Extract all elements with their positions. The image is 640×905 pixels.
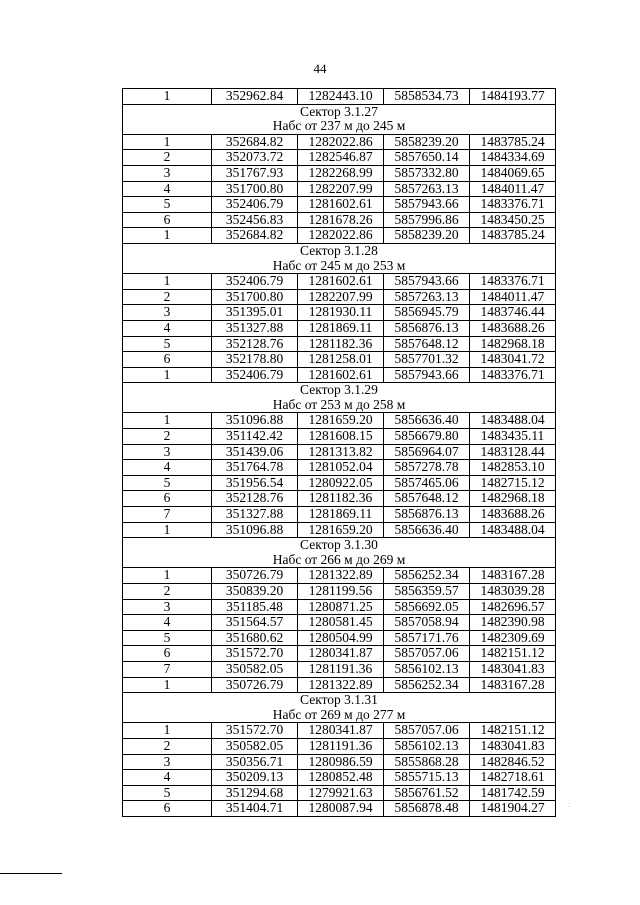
point-index-cell: 2 (123, 738, 212, 754)
table-row (123, 584, 556, 600)
x-local-cell: 352456.83 (212, 212, 298, 228)
table-row (123, 475, 556, 491)
table-row (123, 274, 556, 290)
table-row (123, 661, 556, 677)
table-row (123, 165, 556, 181)
x-local-cell: 351572.70 (212, 646, 298, 662)
y-msk-cell: 1483039.28 (470, 584, 556, 600)
x-local-cell: 351327.88 (212, 507, 298, 523)
y-local-cell: 1281602.61 (298, 274, 384, 290)
x-local-cell: 351572.70 (212, 723, 298, 739)
x-msk-cell: 5855715.13 (384, 770, 470, 786)
table-row (123, 507, 556, 523)
y-local-cell: 1282207.99 (298, 181, 384, 197)
table-row (123, 460, 556, 476)
table-row (123, 289, 556, 305)
y-msk-cell: 1483128.44 (470, 444, 556, 460)
point-index-cell: 5 (123, 475, 212, 491)
y-local-cell: 1280087.94 (298, 801, 384, 817)
x-local-cell: 351439.06 (212, 444, 298, 460)
x-msk-cell: 5856636.40 (384, 413, 470, 429)
point-index-cell: 1 (123, 522, 212, 538)
x-local-cell: 351564.57 (212, 615, 298, 631)
y-local-cell: 1280852.48 (298, 770, 384, 786)
y-local-cell: 1281608.15 (298, 429, 384, 445)
x-msk-cell: 5856252.34 (384, 677, 470, 693)
y-msk-cell: 1482846.52 (470, 754, 556, 770)
table-row (123, 150, 556, 166)
point-index-cell: 4 (123, 320, 212, 336)
y-msk-cell: 1481904.27 (470, 801, 556, 817)
y-local-cell: 1282022.86 (298, 228, 384, 244)
x-msk-cell: 5856252.34 (384, 568, 470, 584)
sector-title: Сектор 3.1.30 (123, 538, 556, 553)
point-index-cell: 5 (123, 785, 212, 801)
x-msk-cell: 5857057.06 (384, 723, 470, 739)
y-local-cell: 1281258.01 (298, 352, 384, 368)
x-msk-cell: 5855868.28 (384, 754, 470, 770)
x-msk-cell: 5856876.13 (384, 507, 470, 523)
x-msk-cell: 5856102.13 (384, 661, 470, 677)
x-local-cell: 351680.62 (212, 630, 298, 646)
x-msk-cell: 5856876.13 (384, 320, 470, 336)
table-row (123, 197, 556, 213)
x-msk-cell: 5856636.40 (384, 522, 470, 538)
x-msk-cell: 5857263.13 (384, 289, 470, 305)
table-row (123, 444, 556, 460)
x-local-cell: 350582.05 (212, 661, 298, 677)
table-row (123, 522, 556, 538)
table-row (123, 352, 556, 368)
table-row (123, 770, 556, 786)
point-index-cell: 1 (123, 568, 212, 584)
y-local-cell: 1281602.61 (298, 367, 384, 383)
y-msk-cell: 1484334.69 (470, 150, 556, 166)
y-msk-cell: 1482968.18 (470, 336, 556, 352)
x-msk-cell: 5857171.76 (384, 630, 470, 646)
sector-height-range: Набс от 269 м до 277 м (123, 708, 556, 723)
point-index-cell: 3 (123, 305, 212, 321)
point-index-cell: 4 (123, 460, 212, 476)
sector-height-row (123, 119, 556, 134)
y-msk-cell: 1483435.11 (470, 429, 556, 445)
y-msk-cell: 1482390.98 (470, 615, 556, 631)
y-msk-cell: 1484011.47 (470, 289, 556, 305)
x-local-cell: 350582.05 (212, 738, 298, 754)
x-msk-cell: 5857650.14 (384, 150, 470, 166)
x-msk-cell: 5857648.12 (384, 491, 470, 507)
x-local-cell: 351700.80 (212, 289, 298, 305)
x-msk-cell: 5857058.94 (384, 615, 470, 631)
table-row (123, 801, 556, 817)
y-msk-cell: 1482718.61 (470, 770, 556, 786)
y-local-cell: 1281930.11 (298, 305, 384, 321)
y-local-cell: 1281678.26 (298, 212, 384, 228)
table-row (123, 181, 556, 197)
y-msk-cell: 1482696.57 (470, 599, 556, 615)
x-local-cell: 350839.20 (212, 584, 298, 600)
y-msk-cell: 1481742.59 (470, 785, 556, 801)
sector-title-row (123, 538, 556, 553)
table-row (123, 630, 556, 646)
point-index-cell: 5 (123, 630, 212, 646)
table-row (123, 413, 556, 429)
point-index-cell: 1 (123, 134, 212, 150)
point-index-cell: 4 (123, 770, 212, 786)
x-msk-cell: 5856679.80 (384, 429, 470, 445)
x-local-cell: 351185.48 (212, 599, 298, 615)
point-index-cell: 6 (123, 491, 212, 507)
x-msk-cell: 5856761.52 (384, 785, 470, 801)
x-local-cell: 351096.88 (212, 413, 298, 429)
x-msk-cell: 5856692.05 (384, 599, 470, 615)
point-index-cell: 6 (123, 352, 212, 368)
y-local-cell: 1281869.11 (298, 507, 384, 523)
x-local-cell: 352128.76 (212, 491, 298, 507)
y-msk-cell: 1483167.28 (470, 568, 556, 584)
y-msk-cell: 1484193.77 (470, 89, 556, 105)
y-local-cell: 1280922.05 (298, 475, 384, 491)
y-local-cell: 1281322.89 (298, 568, 384, 584)
y-msk-cell: 1483450.25 (470, 212, 556, 228)
y-local-cell: 1282268.99 (298, 165, 384, 181)
x-local-cell: 350356.71 (212, 754, 298, 770)
point-index-cell: 4 (123, 181, 212, 197)
point-index-cell: 6 (123, 212, 212, 228)
table-row (123, 615, 556, 631)
point-index-cell: 7 (123, 507, 212, 523)
y-msk-cell: 1482968.18 (470, 491, 556, 507)
point-index-cell: 4 (123, 615, 212, 631)
x-msk-cell: 5857648.12 (384, 336, 470, 352)
x-local-cell: 352684.82 (212, 228, 298, 244)
point-index-cell: 1 (123, 413, 212, 429)
y-msk-cell: 1484011.47 (470, 181, 556, 197)
y-local-cell: 1280341.87 (298, 723, 384, 739)
y-msk-cell: 1483688.26 (470, 320, 556, 336)
x-msk-cell: 5858239.20 (384, 134, 470, 150)
point-index-cell: 3 (123, 165, 212, 181)
x-local-cell: 352684.82 (212, 134, 298, 150)
sector-title-row (123, 693, 556, 708)
point-index-cell: 2 (123, 150, 212, 166)
x-msk-cell: 5857263.13 (384, 181, 470, 197)
y-msk-cell: 1484069.65 (470, 165, 556, 181)
y-local-cell: 1281191.36 (298, 661, 384, 677)
x-msk-cell: 5857057.06 (384, 646, 470, 662)
point-index-cell: 3 (123, 754, 212, 770)
table-row (123, 677, 556, 693)
y-local-cell: 1281313.82 (298, 444, 384, 460)
y-msk-cell: 1483376.71 (470, 197, 556, 213)
x-msk-cell: 5857332.80 (384, 165, 470, 181)
y-local-cell: 1281869.11 (298, 320, 384, 336)
sector-title: Сектор 3.1.31 (123, 693, 556, 708)
y-local-cell: 1281182.36 (298, 336, 384, 352)
y-local-cell: 1281602.61 (298, 197, 384, 213)
y-msk-cell: 1483376.71 (470, 367, 556, 383)
y-local-cell: 1280504.99 (298, 630, 384, 646)
table-row (123, 305, 556, 321)
sector-height-row (123, 398, 556, 413)
x-local-cell: 351700.80 (212, 181, 298, 197)
table-row (123, 738, 556, 754)
point-index-cell: 1 (123, 677, 212, 693)
x-msk-cell: 5857278.78 (384, 460, 470, 476)
table-row (123, 228, 556, 244)
y-local-cell: 1281191.36 (298, 738, 384, 754)
x-local-cell: 352962.84 (212, 89, 298, 105)
sector-title: Сектор 3.1.28 (123, 243, 556, 258)
table-row (123, 134, 556, 150)
y-local-cell: 1282022.86 (298, 134, 384, 150)
y-local-cell: 1280581.45 (298, 615, 384, 631)
y-local-cell: 1281659.20 (298, 413, 384, 429)
y-local-cell: 1281659.20 (298, 522, 384, 538)
sector-height-row (123, 259, 556, 274)
y-msk-cell: 1483041.72 (470, 352, 556, 368)
sector-height-range: Набс от 245 м до 253 м (123, 259, 556, 274)
y-local-cell: 1280871.25 (298, 599, 384, 615)
x-local-cell: 352406.79 (212, 367, 298, 383)
page-number: 44 (313, 61, 327, 76)
y-msk-cell: 1483488.04 (470, 413, 556, 429)
y-local-cell: 1280986.59 (298, 754, 384, 770)
point-index-cell: 2 (123, 584, 212, 600)
table-row (123, 785, 556, 801)
x-msk-cell: 5857943.66 (384, 367, 470, 383)
x-local-cell: 351404.71 (212, 801, 298, 817)
sector-height-range: Набс от 253 м до 258 м (123, 398, 556, 413)
y-local-cell: 1280341.87 (298, 646, 384, 662)
x-local-cell: 351142.42 (212, 429, 298, 445)
table-row (123, 367, 556, 383)
x-msk-cell: 5856359.57 (384, 584, 470, 600)
x-msk-cell: 5857943.66 (384, 274, 470, 290)
coordinates-table-body (123, 89, 556, 817)
table-row (123, 723, 556, 739)
x-local-cell: 351395.01 (212, 305, 298, 321)
y-msk-cell: 1482853.10 (470, 460, 556, 476)
x-msk-cell: 5858239.20 (384, 228, 470, 244)
table-row (123, 491, 556, 507)
y-local-cell: 1282443.10 (298, 89, 384, 105)
point-index-cell: 2 (123, 289, 212, 305)
y-msk-cell: 1483488.04 (470, 522, 556, 538)
sector-title: Сектор 3.1.27 (123, 104, 556, 119)
y-local-cell: 1281322.89 (298, 677, 384, 693)
y-local-cell: 1281052.04 (298, 460, 384, 476)
x-msk-cell: 5857701.32 (384, 352, 470, 368)
sector-title-row (123, 383, 556, 398)
x-local-cell: 351096.88 (212, 522, 298, 538)
table-row (123, 646, 556, 662)
x-msk-cell: 5857996.86 (384, 212, 470, 228)
point-index-cell: 2 (123, 429, 212, 445)
point-index-cell: 1 (123, 274, 212, 290)
point-index-cell: 7 (123, 661, 212, 677)
y-local-cell: 1281199.56 (298, 584, 384, 600)
point-index-cell: 1 (123, 723, 212, 739)
x-msk-cell: 5858534.73 (384, 89, 470, 105)
point-index-cell: 5 (123, 197, 212, 213)
sector-title-row (123, 243, 556, 258)
sector-height-row (123, 708, 556, 723)
table-row (123, 599, 556, 615)
point-index-cell: 6 (123, 646, 212, 662)
y-msk-cell: 1483376.71 (470, 274, 556, 290)
x-local-cell: 351767.93 (212, 165, 298, 181)
x-local-cell: 351764.78 (212, 460, 298, 476)
x-local-cell: 350209.13 (212, 770, 298, 786)
x-local-cell: 352178.80 (212, 352, 298, 368)
y-local-cell: 1282207.99 (298, 289, 384, 305)
x-local-cell: 350726.79 (212, 677, 298, 693)
table-row (123, 336, 556, 352)
x-msk-cell: 5857943.66 (384, 197, 470, 213)
table-row (123, 429, 556, 445)
coordinates-table (122, 88, 556, 817)
point-index-cell: 1 (123, 228, 212, 244)
x-msk-cell: 5857465.06 (384, 475, 470, 491)
table-row (123, 568, 556, 584)
y-msk-cell: 1482151.12 (470, 723, 556, 739)
y-msk-cell: 1483167.28 (470, 677, 556, 693)
point-index-cell: 1 (123, 367, 212, 383)
x-msk-cell: 5856878.48 (384, 801, 470, 817)
x-msk-cell: 5856102.13 (384, 738, 470, 754)
point-index-cell: 5 (123, 336, 212, 352)
x-local-cell: 351294.68 (212, 785, 298, 801)
x-local-cell: 352406.79 (212, 274, 298, 290)
x-local-cell: 350726.79 (212, 568, 298, 584)
x-local-cell: 352128.76 (212, 336, 298, 352)
x-msk-cell: 5856945.79 (384, 305, 470, 321)
point-index-cell: 3 (123, 444, 212, 460)
sector-height-range: Набс от 266 м до 269 м (123, 553, 556, 568)
table-row (123, 320, 556, 336)
y-msk-cell: 1482715.12 (470, 475, 556, 491)
table-row (123, 754, 556, 770)
footer-rule (0, 873, 62, 874)
point-index-cell: 3 (123, 599, 212, 615)
y-local-cell: 1279921.63 (298, 785, 384, 801)
sector-height-row (123, 553, 556, 568)
y-msk-cell: 1482309.69 (470, 630, 556, 646)
y-local-cell: 1282546.87 (298, 150, 384, 166)
y-msk-cell: 1483785.24 (470, 134, 556, 150)
sector-title: Сектор 3.1.29 (123, 383, 556, 398)
x-local-cell: 351956.54 (212, 475, 298, 491)
sector-title-row (123, 104, 556, 119)
x-local-cell: 352073.72 (212, 150, 298, 166)
table-row (123, 212, 556, 228)
x-msk-cell: 5856964.07 (384, 444, 470, 460)
y-msk-cell: 1483746.44 (470, 305, 556, 321)
y-msk-cell: 1483785.24 (470, 228, 556, 244)
y-msk-cell: 1482151.12 (470, 646, 556, 662)
point-index-cell: 1 (123, 89, 212, 105)
table-row (123, 89, 556, 105)
y-msk-cell: 1483041.83 (470, 661, 556, 677)
y-msk-cell: 1483041.83 (470, 738, 556, 754)
point-index-cell: 6 (123, 801, 212, 817)
margin-mark: : (568, 800, 571, 809)
x-local-cell: 352406.79 (212, 197, 298, 213)
x-local-cell: 351327.88 (212, 320, 298, 336)
y-local-cell: 1281182.36 (298, 491, 384, 507)
y-msk-cell: 1483688.26 (470, 507, 556, 523)
sector-height-range: Набс от 237 м до 245 м (123, 119, 556, 134)
